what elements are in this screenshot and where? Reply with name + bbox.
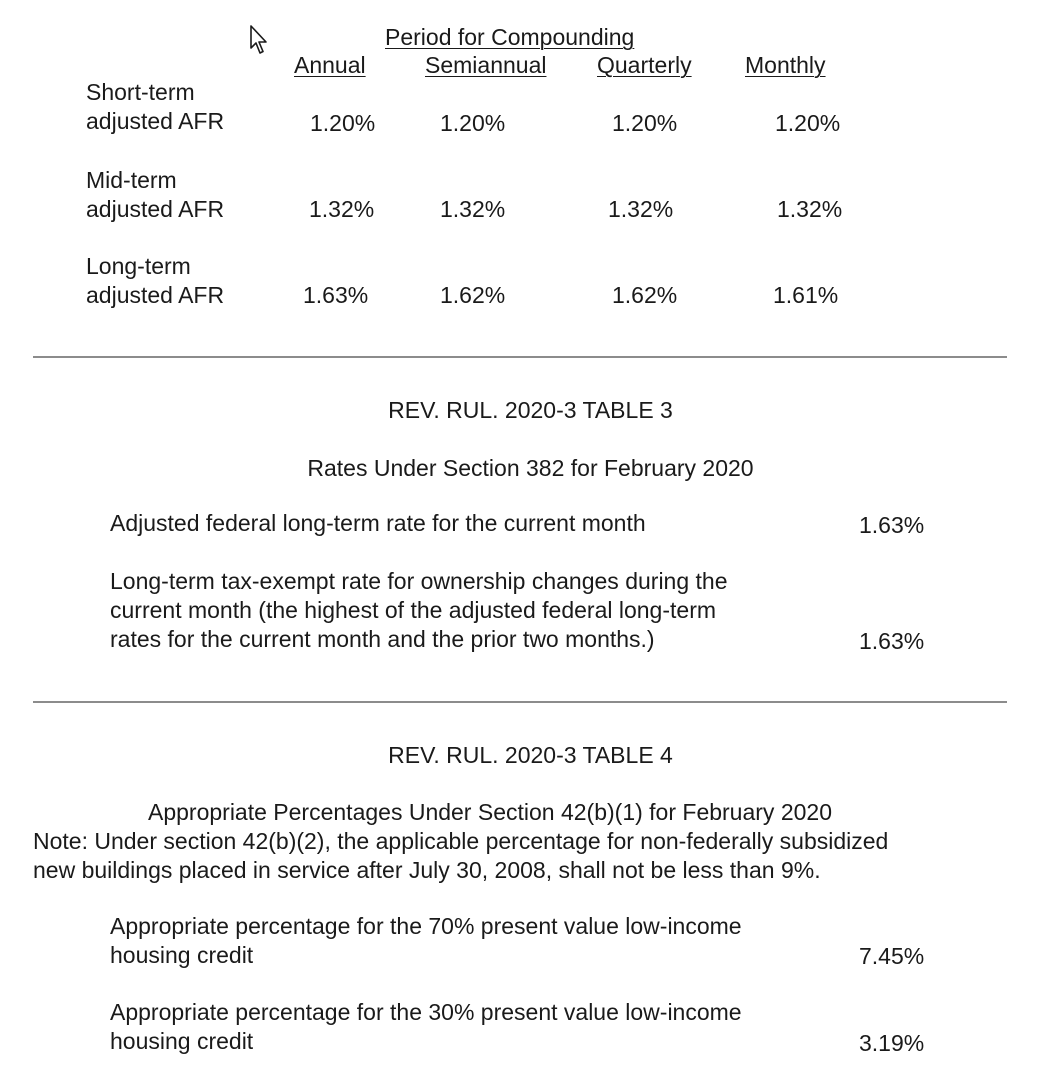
item-description [110, 998, 742, 1056]
row-label [86, 166, 224, 224]
item-description-line: Long-term tax-exempt rate for ownership changes during the [110, 568, 728, 594]
column-header-semiannual: Semiannual [425, 52, 547, 78]
rate-value: 1.61% [773, 282, 839, 308]
period-header: Period for Compounding [385, 24, 635, 50]
item-value: 7.45% [859, 943, 925, 969]
row-label-line: Long-term [86, 253, 191, 279]
item-description-line: housing credit [110, 1028, 254, 1054]
item-description [110, 509, 646, 538]
rate-value: 1.62% [612, 282, 678, 308]
item-description-line: Appropriate percentage for the 30% present value low-income [110, 999, 742, 1025]
item-description-line: housing credit [110, 942, 254, 968]
table-3-subtitle: Rates Under Section 382 for February 2020 [307, 455, 754, 481]
item-value: 1.63% [859, 512, 925, 538]
row-label-line: Mid-term [86, 167, 177, 193]
table-3-title: REV. RUL. 2020-3 TABLE 3 [388, 397, 673, 423]
column-header-annual: Annual [294, 52, 366, 78]
row-label [86, 252, 224, 310]
item-description [110, 912, 742, 970]
row-label [86, 78, 224, 136]
rate-value: 1.20% [440, 110, 506, 136]
item-description-line: Appropriate percentage for the 70% present value low-income [110, 913, 742, 939]
rate-value: 1.32% [777, 196, 843, 222]
rate-value: 1.62% [440, 282, 506, 308]
table-4-note-line: Note: Under section 42(b)(2), the applicable percentage for non-federally subsidized [33, 828, 889, 854]
item-description [110, 567, 728, 654]
column-header-monthly: Monthly [745, 52, 826, 78]
item-value: 3.19% [859, 1030, 925, 1056]
mouse-pointer-icon [249, 24, 271, 56]
item-description-line: rates for the current month and the prior two months.) [110, 626, 655, 652]
column-header-quarterly: Quarterly [597, 52, 692, 78]
rate-value: 1.20% [310, 110, 376, 136]
table-4-note-line: new buildings placed in service after July 30, 2008, shall not be less than 9%. [33, 857, 821, 883]
row-label-line: adjusted AFR [86, 196, 225, 222]
table-4-subtitle: Appropriate Percentages Under Section 42(b)(1) for February 2020 [148, 799, 832, 825]
rate-value: 1.32% [440, 196, 506, 222]
row-label-line: Short-term [86, 79, 195, 105]
section-divider [33, 356, 1007, 358]
row-label-line: adjusted AFR [86, 282, 225, 308]
section-divider [33, 701, 1007, 703]
item-value: 1.63% [859, 628, 925, 654]
item-description-line: Adjusted federal long-term rate for the current month [110, 510, 646, 536]
rate-value: 1.32% [309, 196, 375, 222]
item-description-line: current month (the highest of the adjusted federal long-term [110, 597, 717, 623]
rate-value: 1.20% [775, 110, 841, 136]
table-4-title: REV. RUL. 2020-3 TABLE 4 [388, 742, 673, 768]
rate-value: 1.32% [608, 196, 674, 222]
row-label-line: adjusted AFR [86, 108, 225, 134]
rate-value: 1.20% [612, 110, 678, 136]
rate-value: 1.63% [303, 282, 369, 308]
